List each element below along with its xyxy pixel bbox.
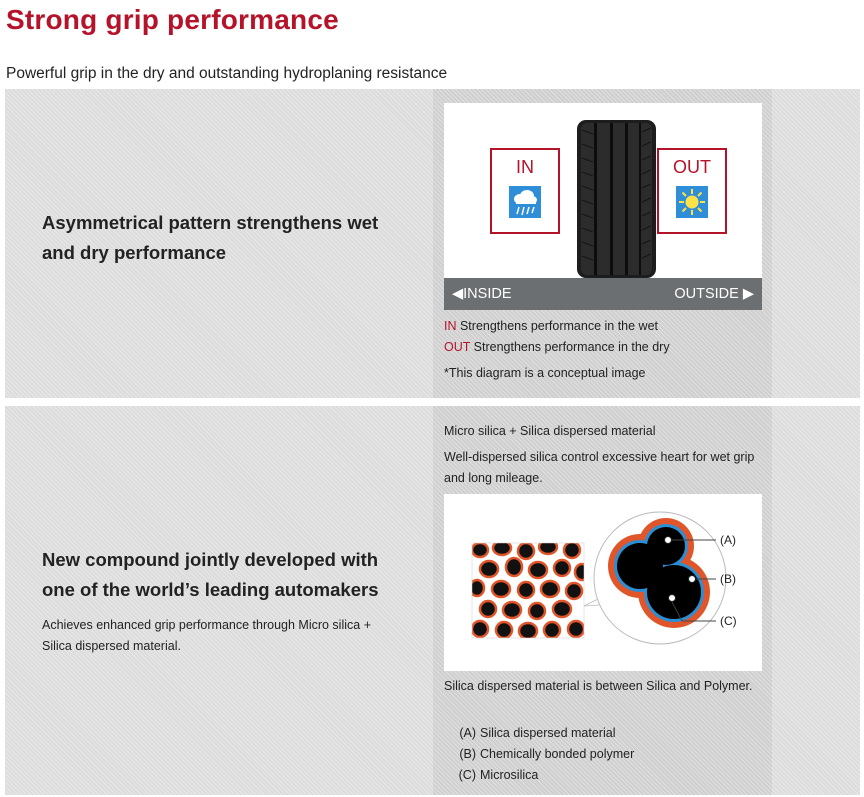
legend-in [444,316,764,337]
item-key: (C) [458,768,476,782]
right-arrow-icon: ▶ [742,286,754,302]
section1-heading: Asymmetrical pattern strengthens wet and dry performance [42,212,379,263]
page-title: Strong grip performance [6,4,339,35]
outside-label: OUTSIDE [674,286,739,302]
page-subtitle: Powerful grip in the dry and outstanding hydroplaning resistance [6,65,448,82]
label-b: (B) [720,572,736,586]
caption-body: Well-dispersed silica control excessive heart for wet grip and long mileage. [444,450,755,485]
section2-heading: New compound jointly developed with one of the world’s leading automakers [42,549,379,600]
silica-compound-diagram [444,494,762,671]
left-arrow-icon: ◀ [452,286,464,302]
caption-title: Micro silica + Silica dispersed material [444,424,656,438]
legend-out-key: OUT [444,340,471,354]
legend-in-text: Strengthens performance in the wet [456,319,659,333]
item-text: Chemically bonded polymer [480,747,635,761]
in-box-label: IN [516,157,534,177]
item-text: Silica dispersed material [480,726,616,740]
item-text: Microsilica [480,768,539,782]
outside-indicator [674,286,754,302]
list-item [444,744,764,765]
asymmetric-pattern-panel [5,89,860,398]
tire-tread-diagram [444,103,762,310]
inside-indicator [452,286,512,302]
legend-out [444,337,764,358]
list-item [444,723,764,744]
inside-label: INSIDE [463,286,512,302]
new-compound-panel [5,406,860,795]
label-a: (A) [720,533,736,547]
inside-outside-bar [444,278,762,310]
label-c: (C) [720,614,737,628]
in-box [490,148,560,234]
diagram-note: *This diagram is a conceptual image [444,366,646,380]
silica-note: Silica dispersed material is between Silica and Polymer. [444,679,753,693]
legend-out-text: Strengthens performance in the dry [470,340,670,354]
rain-cloud-icon [509,186,541,218]
tire-tread-image [577,120,656,278]
section2-body: Achieves enhanced grip performance through Micro silica + Silica dispersed material. [42,618,371,653]
out-box [657,148,727,234]
out-box-label: OUT [673,157,711,177]
list-item [444,765,764,786]
sun-icon [676,186,708,218]
legend-in-key: IN [444,319,457,333]
silica-microstructure-image [444,494,762,671]
item-key: (A) [459,726,476,740]
item-key: (B) [459,747,476,761]
